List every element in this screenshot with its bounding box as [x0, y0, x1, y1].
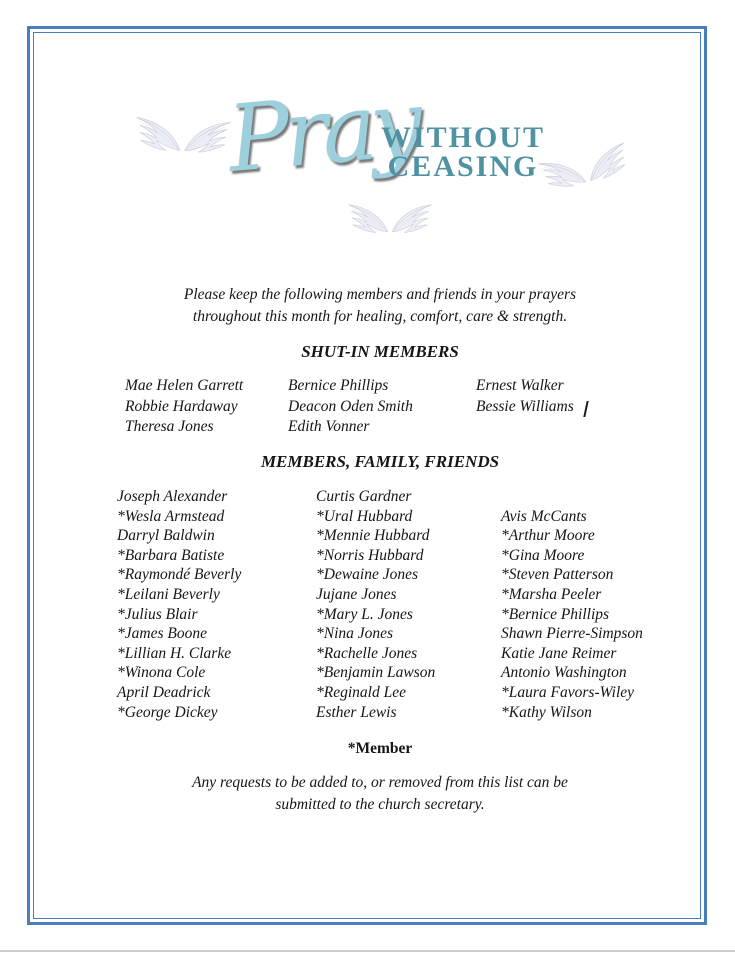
list-item: Ernest Walker	[476, 377, 564, 394]
shut-in-column-3	[476, 376, 574, 417]
list-item: *Dewaine Jones	[316, 566, 419, 584]
list-item: *Gina Moore	[501, 546, 585, 564]
closing-line1: Any requests to be added to, or removed from this list can be	[192, 774, 568, 791]
members-column-1	[117, 487, 241, 722]
pray-without-ceasing-logo	[0, 0, 735, 270]
list-item: Bernice Phillips	[288, 377, 389, 394]
list-item: *Leilani Beverly	[117, 585, 220, 603]
list-item: Jujane Jones	[316, 585, 397, 603]
intro-paragraph	[48, 284, 712, 327]
list-item: *Laura Favors-Wiley	[501, 683, 635, 701]
list-item: *Nina Jones	[316, 625, 394, 643]
angel-wings-center-icon	[344, 190, 436, 248]
page-bottom-edge	[0, 950, 735, 952]
list-item: Deacon Oden Smith	[288, 397, 413, 415]
list-item: *Rachelle Jones	[316, 644, 418, 662]
angel-wings-left-icon	[129, 97, 237, 174]
shut-in-column-2	[288, 376, 413, 438]
list-item: Joseph Alexander	[117, 488, 228, 505]
members-column-3	[501, 487, 643, 722]
members-family-friends-heading: MEMBERS, FAMILY, FRIENDS	[260, 452, 500, 471]
list-item: *Kathy Wilson	[501, 703, 592, 721]
list-item: *George Dickey	[117, 703, 218, 721]
logo-script-word: Pray	[223, 69, 421, 194]
list-item: *Ural Hubbard	[316, 507, 413, 525]
logo-caps-line1: WITHOUT	[380, 121, 546, 154]
logo-caps-text	[368, 123, 558, 181]
list-item: *Arthur Moore	[501, 527, 595, 545]
list-item: Esther Lewis	[316, 703, 397, 721]
list-item: Curtis Gardner	[316, 488, 412, 505]
intro-line2: throughout this month for healing, comfort, care & strength.	[192, 307, 568, 325]
list-item: April Deadrick	[117, 683, 211, 701]
list-item: Shawn Pierre-Simpson	[501, 625, 643, 643]
list-item: Bessie Williams	[476, 397, 574, 415]
list-item: *Raymondé Beverly	[117, 566, 242, 584]
member-asterisk-note: *Member	[347, 740, 413, 757]
list-item: *Barbara Batiste	[117, 546, 225, 564]
list-item: Robbie Hardaway	[125, 397, 238, 415]
list-item: *Steven Patterson	[501, 566, 614, 584]
logo-caps-line2: CEASING	[387, 150, 539, 183]
list-item: *James Boone	[117, 625, 207, 643]
list-item: *Reginald Lee	[316, 683, 406, 701]
list-item: *Winona Cole	[117, 664, 206, 682]
closing-paragraph	[48, 772, 712, 815]
list-item: *Benjamin Lawson	[316, 664, 436, 682]
list-item: *Norris Hubbard	[316, 546, 424, 564]
list-item: Darryl Baldwin	[117, 527, 215, 545]
list-item: Antonio Washington	[501, 664, 627, 682]
closing-line2: submitted to the church secretary.	[275, 795, 485, 813]
list-item: Katie Jane Reimer	[501, 644, 617, 662]
list-item: *Lillian H. Clarke	[117, 644, 232, 662]
list-item: *Wesla Armstead	[117, 507, 225, 525]
list-item: *Mary L. Jones	[316, 605, 413, 623]
list-item: Edith Vonner	[288, 418, 370, 435]
list-item: *Bernice Phillips	[501, 605, 610, 623]
shut-in-column-1	[125, 376, 243, 438]
list-item: Avis McCants	[501, 507, 587, 525]
shut-in-members-heading: SHUT-IN MEMBERS	[301, 342, 459, 361]
list-item	[501, 487, 643, 507]
list-item: *Julius Blair	[117, 605, 198, 623]
list-item: *Mennie Hubbard	[316, 527, 430, 545]
list-item: Mae Helen Garrett	[125, 377, 244, 394]
members-column-2	[316, 487, 435, 722]
list-item: Theresa Jones	[125, 418, 214, 435]
list-item: *Marsha Peeler	[501, 585, 602, 603]
intro-line1: Please keep the following members and friends in your prayers	[183, 286, 577, 303]
